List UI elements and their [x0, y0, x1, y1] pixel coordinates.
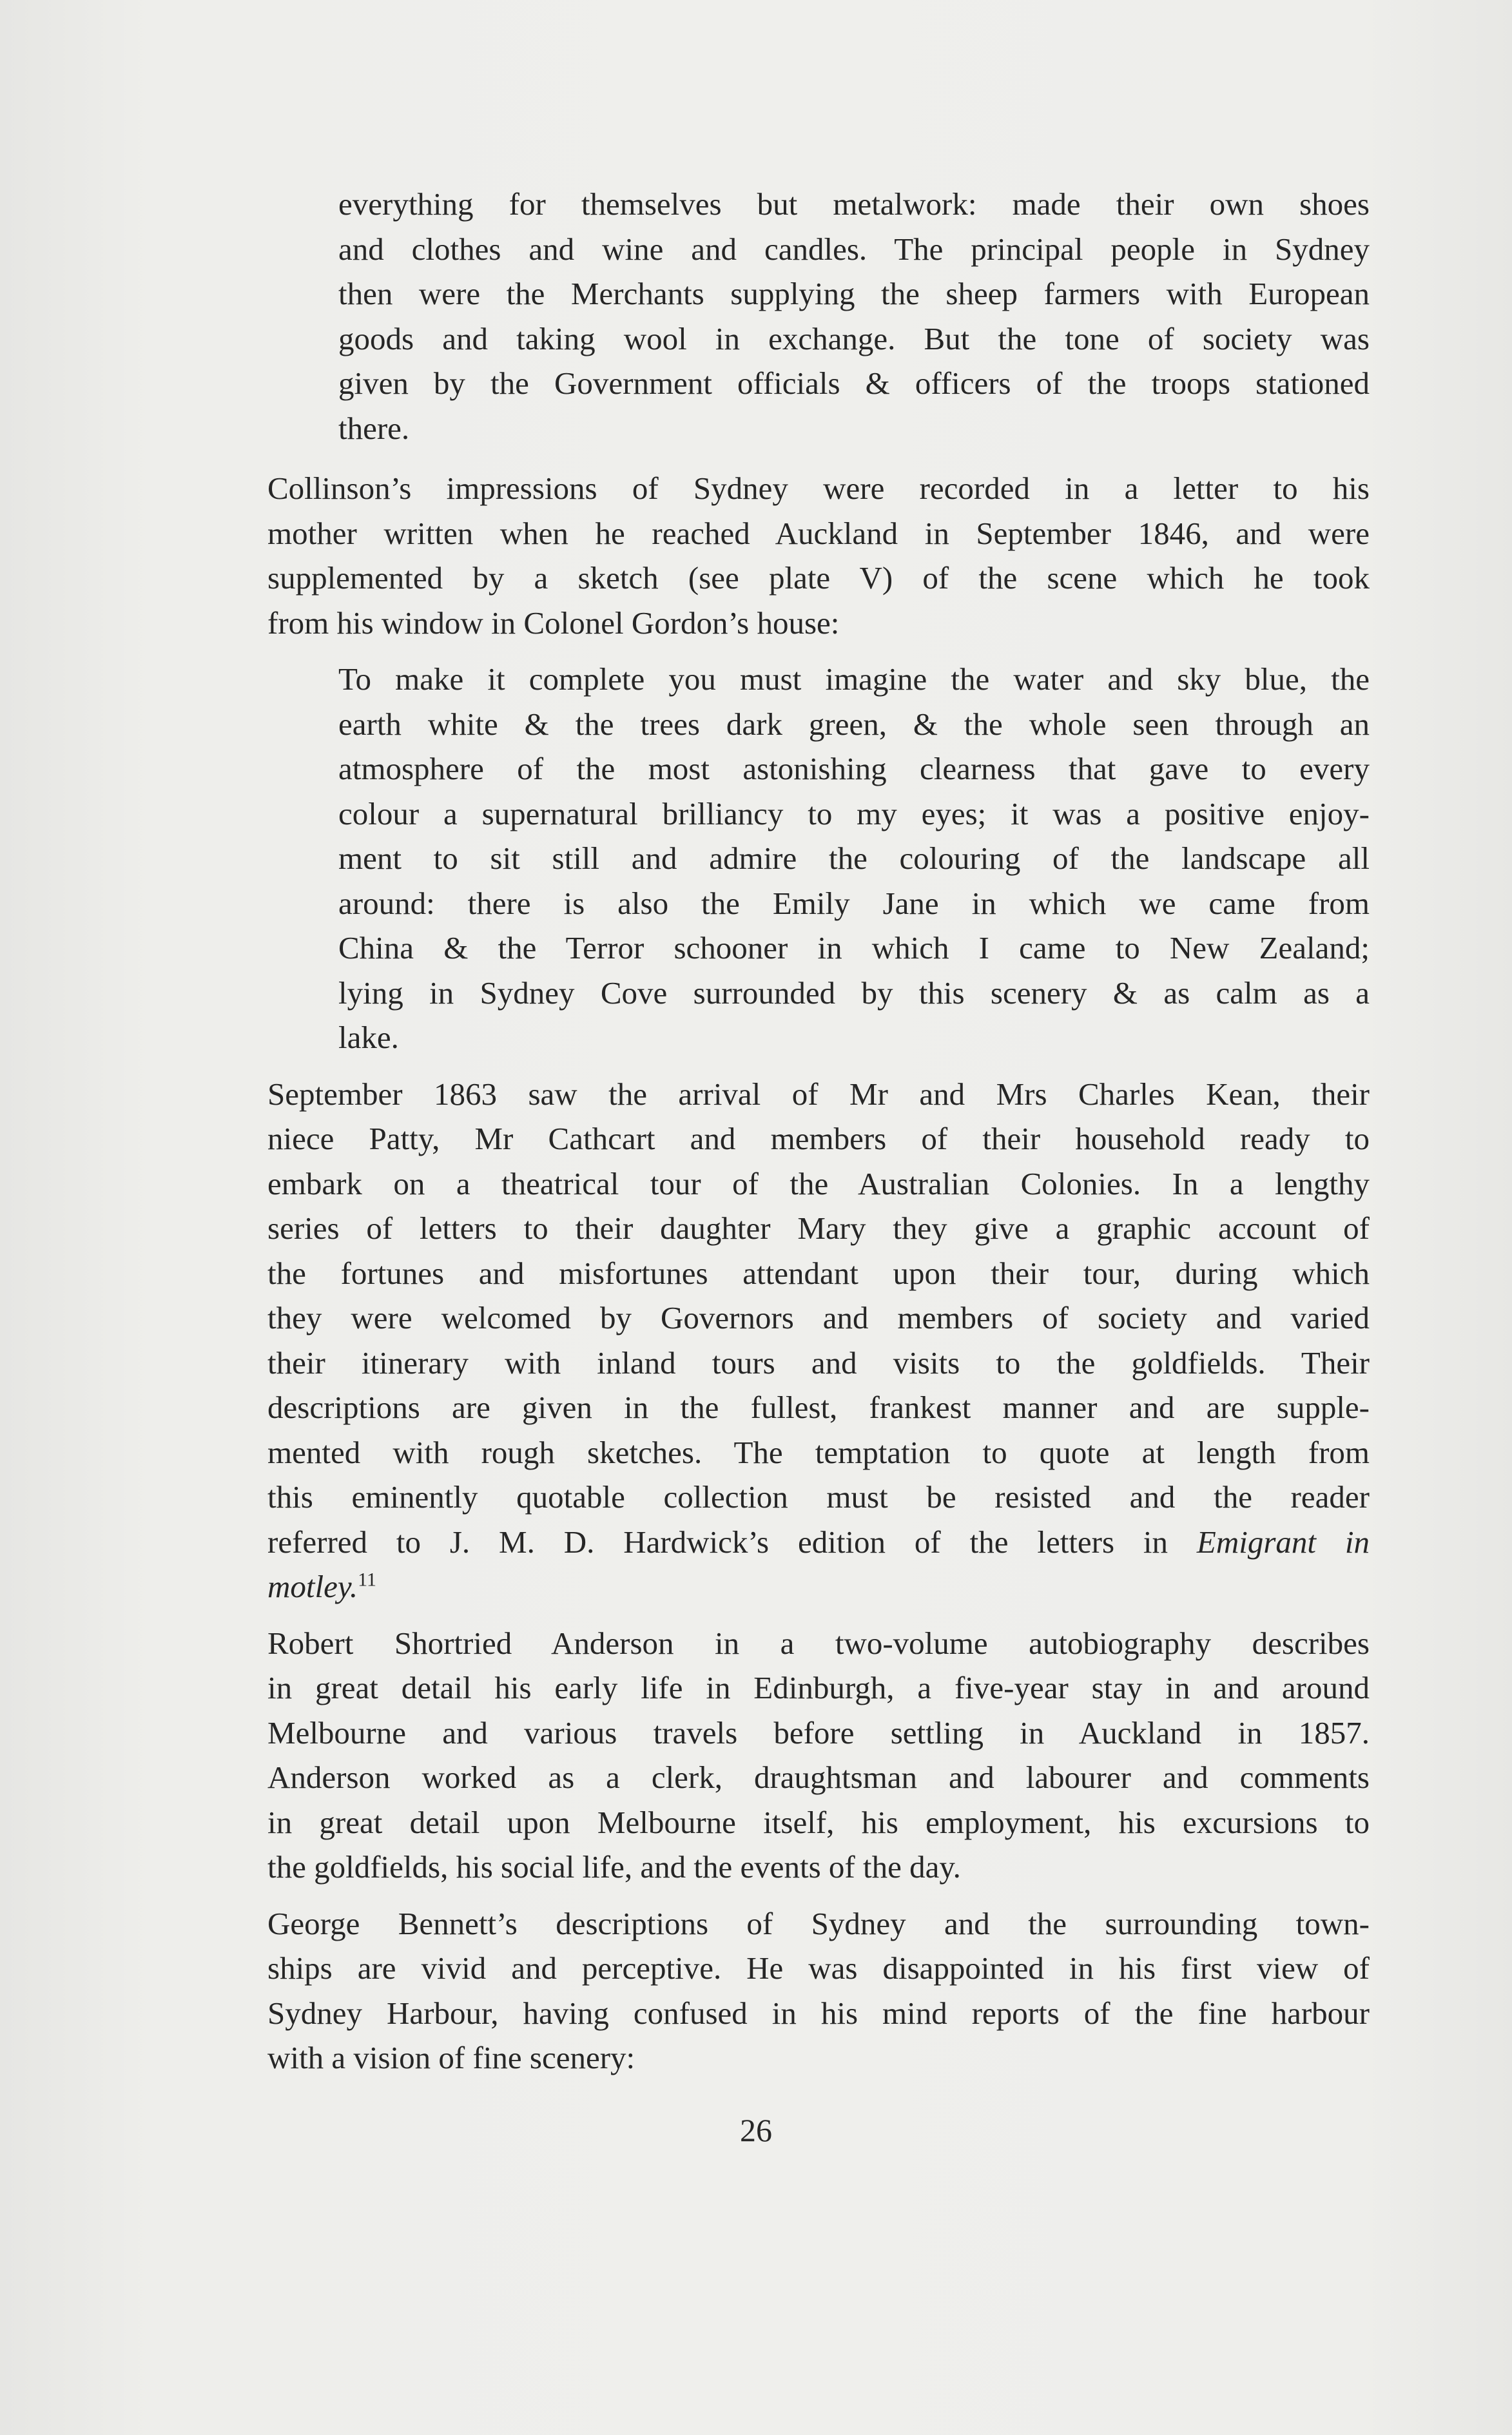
text-line: descriptions are given in the fullest, frankest manner and are supple- — [267, 1390, 1370, 1425]
text-line: the fortunes and misfortunes attendant upon their tour, during which — [267, 1255, 1370, 1291]
footnote-marker: 11 — [358, 1569, 377, 1591]
text-line: ment to sit still and admire the colouring of the landscape all — [338, 840, 1370, 876]
text-line: around: there is also the Emily Jane in which we came from — [338, 885, 1370, 921]
text-line: mother written when he reached Auckland in September 1846, and were — [267, 515, 1370, 551]
page-number: 26 — [740, 2112, 772, 2148]
block-quote — [267, 657, 1370, 1060]
text-line: colour a supernatural brilliancy to my eyes; it was a positive enjoy- — [338, 795, 1370, 831]
text-line: their itinerary with inland tours and visits to the goldfields. Their — [267, 1344, 1370, 1381]
text-line: this eminently quotable collection must be resisted and the reader — [267, 1479, 1370, 1515]
text-line: the goldfields, his social life, and the events of the day. — [267, 1849, 961, 1885]
text-line: and clothes and wine and candles. The principal people in Sydney — [338, 231, 1370, 267]
text-segment: referred to J. M. D. Hardwick’s edition of the letters in — [267, 1524, 1197, 1560]
text-line: embark on a theatrical tour of the Australian Colonies. In a lengthy — [267, 1165, 1370, 1201]
book-title-italic: motley. — [267, 1569, 358, 1604]
text-line: niece Patty, Mr Cathcart and members of their household ready to — [267, 1121, 1370, 1156]
body-text — [267, 182, 1370, 2092]
text-line: earth white & the trees dark green, & the whole seen through an — [338, 706, 1370, 742]
text-line: there. — [338, 410, 410, 446]
text-line: China & the Terror schooner in which I came to New Zealand; — [338, 930, 1370, 965]
paragraph-anderson — [267, 1621, 1370, 1890]
text-line: from his window in Colonel Gordon’s house: — [267, 605, 840, 641]
text-line: Anderson worked as a clerk, draughtsman and labourer and comments — [267, 1760, 1370, 1795]
text-line: To make it complete you must imagine the water and sky blue, the — [338, 661, 1370, 697]
text-line: series of letters to their daughter Mary they give a graphic account of — [267, 1210, 1370, 1246]
text-line: everything for themselves but metalwork: made their own shoes — [338, 186, 1370, 222]
text-line: ships are vivid and perceptive. He was disappointed in his first view of — [267, 1950, 1370, 1986]
paragraph-bennett — [267, 1901, 1370, 2081]
text-line: mented with rough sketches. The temptation to quote at length from — [267, 1434, 1370, 1470]
text-line: lake. — [338, 1020, 399, 1055]
text-line: Collinson’s impressions of Sydney were recorded in a letter to his — [267, 471, 1370, 506]
text-line: in great detail upon Melbourne itself, his employment, his excursions to — [267, 1804, 1370, 1840]
text-line: they were welcomed by Governors and members of society and varied — [267, 1300, 1370, 1335]
continued-quote — [267, 182, 1370, 451]
text-line: George Bennett’s descriptions of Sydney and the surrounding town- — [267, 1905, 1370, 1941]
book-title-italic: Emigrant in — [1196, 1524, 1370, 1560]
text-line: Robert Shortried Anderson in a two-volume autobiography describes — [267, 1625, 1370, 1661]
text-line: with a vision of fine scenery: — [267, 2040, 635, 2075]
text-line: given by the Government officials & officers of the troops stationed — [338, 365, 1370, 401]
text-line — [267, 1564, 1370, 1609]
text-line: September 1863 saw the arrival of Mr and Mrs Charles Kean, their — [267, 1076, 1370, 1112]
text-line: in great detail his early life in Edinburgh, a five-year stay in and around — [267, 1670, 1370, 1705]
text-line: lying in Sydney Cove surrounded by this scenery & as calm as a — [338, 975, 1370, 1011]
paragraph-kean — [267, 1072, 1370, 1609]
text-line: Sydney Harbour, having confused in his mind reports of the fine harbour — [267, 1995, 1370, 2031]
text-line: then were the Merchants supplying the sheep farmers with European — [338, 276, 1370, 311]
text-line: Melbourne and various travels before settling in Auckland in 1857. — [267, 1714, 1370, 1751]
text-line: atmosphere of the most astonishing clearness that gave to every — [338, 751, 1370, 786]
text-line: supplemented by a sketch (see plate V) of the scene which he took — [267, 560, 1370, 596]
paragraph-collinson — [267, 466, 1370, 645]
text-line — [267, 1520, 1370, 1565]
text-line: goods and taking wool in exchange. But the tone of society was — [338, 320, 1370, 356]
